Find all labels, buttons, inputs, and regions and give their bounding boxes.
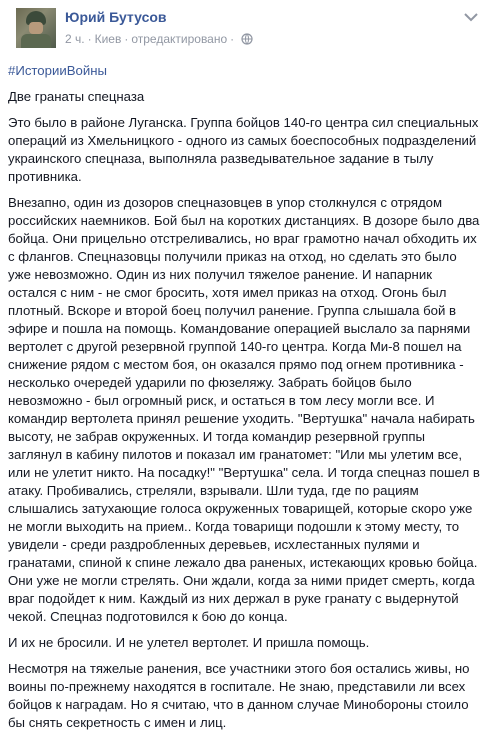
post-header bbox=[8, 0, 487, 50]
post-body bbox=[8, 62, 480, 740]
post-paragraph: Внезапно, один из дозоров спецназовцев в упор столкнулся с отрядом российских наемников. Бой был на коротких дистанциях. В дозоре было два бойца. Они прицельно отстреливались, но враг грамотно начал обходить их с флангов. Спецназовцы получили приказ на отход, но сделать это было уже невозможно. Один из них получил тяжелое ранение. И напарник остался с ним - не смог бросить, хотя имел приказ на отход. Огонь был плотный. Вскоре и второй боец получил ранение. Группа слышала бой в эфире и пошла на помощь. Командование операцией выслало за парнями вертолет с другой резервной группой 140-го центра. Когда Ми-8 пошел на снижение рядом с местом боя, он оказался прямо под огнем противника - несколько очередей ударили по фюзеляжу. Забрать бойцов было невозможно - был огромный риск, и остаться в том лесу могли все. И командир вертолета принял решение уходить. "Вертушка" начала набирать высоту, не забрав окруженных. И тогда командир резервной группы заглянул в кабину пилотов и показал им гранатомет: "Или мы улетим все, или не улетит никто. На посадку!" "Вертушка" села. И тогда спецназ пошел в атаку. Пробивались, стреляли, взрывали. Шли туда, где по рациям слышались затухающие голоса окруженных товарищей, которые скоро уже не могли выходить на прием.. Когда товарищи подошли к этому месту, то увидели - среди раздробленных деревьев, исхлестанных пулями и гранатами, спиной к спине лежало два раненых, истекающих кровью бойца. Они уже не могли стрелять. Они ждали, когда за ними придет смерть, когда враг подойдет к ним. Каждый из них держал в руке гранату с выдернутой чекой. Спецназ подготовился к бою до конца. bbox=[8, 195, 480, 624]
post-paragraph: Несмотря на тяжелые ранения, все участники этого боя остались живы, но воины по-прежнему находятся в госпитале. Не знаю, представили ли всех бойцов к наградам. Но я считаю, что в данном случае Минобороны стоило бы снять секретность с имен и лиц. bbox=[8, 661, 470, 730]
globe-icon[interactable] bbox=[241, 33, 253, 45]
post-time[interactable]: 2 ч. bbox=[65, 31, 85, 46]
post-paragraph: И их не бросили. И не улетел вертолет. И пришла помощь. bbox=[8, 635, 370, 650]
chevron-down-icon[interactable] bbox=[464, 12, 478, 22]
post-title: Две гранаты спецназа bbox=[8, 89, 145, 104]
post-meta: 2 ч. · Киев · отредактировано · bbox=[65, 31, 253, 46]
edited-label[interactable]: отредактировано bbox=[131, 31, 228, 46]
author-name[interactable]: Юрий Бутусов bbox=[65, 9, 167, 25]
hashtag-link[interactable]: #ИсторииВойны bbox=[8, 63, 107, 78]
post-location[interactable]: Киев bbox=[94, 31, 122, 46]
post-paragraph: Это было в районе Луганска. Группа бойцов 140-го центра сил специальных операций из Хмельницкого - одного из самых боеспособных подразделений украинского спецназа, выполняла разведывательное задание в тылу противника. bbox=[8, 115, 479, 184]
author-avatar[interactable] bbox=[16, 8, 56, 48]
